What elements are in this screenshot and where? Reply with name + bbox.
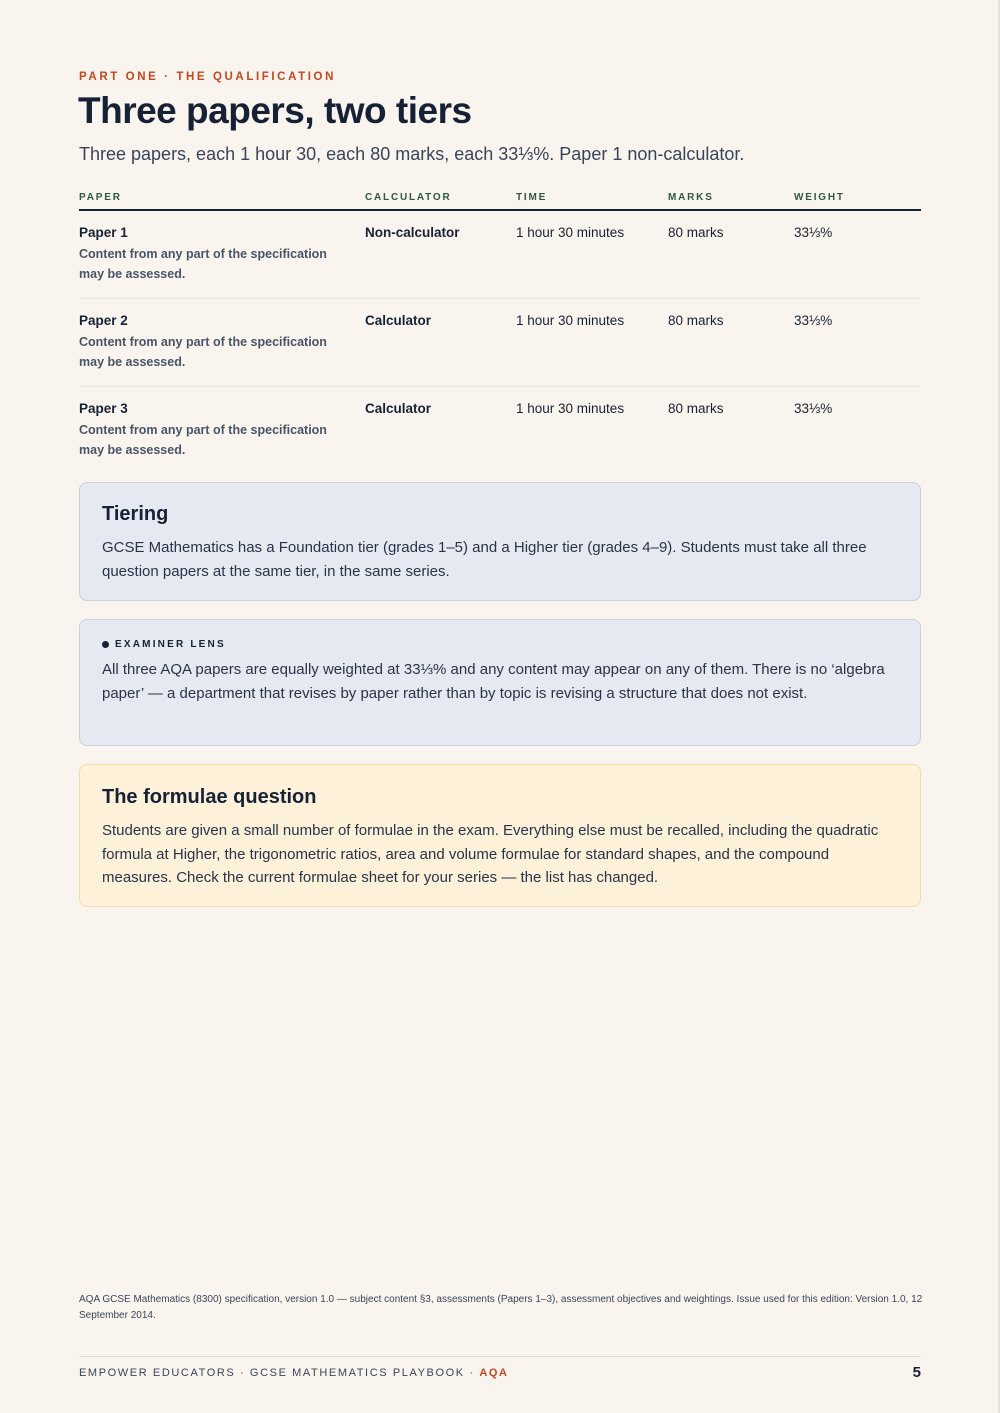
paper-name: Paper 3 [79,401,128,416]
page-title: Three papers, two tiers [78,90,472,131]
table-row [79,387,921,475]
tiering-body: GCSE Mathematics has a Foundation tier (grades 1–5) and a Higher tier (grades 4–9). Students must take all three question papers at the same tier, in the same series. [102,539,867,580]
cell-paper [79,299,365,387]
examiner-lens-label-text: EXAMINER LENS [115,639,226,650]
page-subtitle: Three papers, each 1 hour 30, each 80 marks, each 33⅓%. Paper 1 non-calculator. [79,144,745,164]
cell-weight: 33⅓% [794,401,833,416]
header-paper: PAPER [79,185,365,210]
cell-marks: 80 marks [668,299,794,387]
bullet-dot-icon [102,641,109,648]
footer-brand: AQA [479,1367,509,1379]
cell-paper [79,210,365,299]
paper-note: Content from any part of the specification may be assessed. [79,247,327,281]
footer-divider [79,1356,921,1357]
paper-name: Paper 1 [79,225,128,240]
cell-time: 1 hour 30 minutes [516,299,668,387]
header-weight: WEIGHT [794,185,921,210]
cell-paper [79,387,365,475]
table-row [79,210,921,299]
footer-text: EMPOWER EDUCATORS · GCSE MATHEMATICS PLAYBOOK · [79,1367,480,1379]
cell-weight: 33⅓% [794,210,921,299]
cell-calculator: Calculator [365,299,516,387]
table-header-row [79,185,921,210]
formulae-panel [79,764,921,907]
cell-time: 1 hour 30 minutes [516,210,668,299]
cell-marks: 80 marks [668,210,794,299]
tiering-panel [79,482,921,601]
papers-table [79,185,921,474]
paper-name: Paper 2 [79,313,128,328]
table-row [79,299,921,387]
header-marks: MARKS [668,185,794,210]
examiner-lens-panel [79,619,921,746]
cell-calculator: Non-calculator [365,210,516,299]
paper-note: Content from any part of the specification may be assessed. [79,335,327,369]
tiering-title: Tiering [102,503,169,525]
cell-calculator: Calculator [365,401,432,416]
header-time: TIME [516,185,668,210]
source-note: AQA GCSE Mathematics (8300) specification, version 1.0 — subject content §3, assessments (Papers 1–3), assessment objectives and weightings. Issue used for this edition: Version 1.0, 12 September 2014. [79,1294,923,1321]
examiner-lens-body: All three AQA papers are equally weighted at 33⅓% and any content may appear on any of them. There is no ‘algebra paper’ — a department that revises by paper rather than by topic is revising a structure that does not exist. [102,661,885,702]
cell-time: 1 hour 30 minutes [516,401,625,416]
examiner-lens-label [102,639,898,650]
cell-weight: 33⅓% [794,299,921,387]
cell-marks: 80 marks [668,401,724,416]
formulae-title: The formulae question [102,786,317,808]
header-calculator: CALCULATOR [365,185,516,210]
running-footer [79,1367,509,1379]
section-eyebrow: PART ONE · THE QUALIFICATION [79,71,337,83]
formulae-body: Students are given a small number of formulae in the exam. Everything else must be recalled, including the quadratic formula at Higher, the trigonometric ratios, area and volume formulae for standard shapes, and the compound measures. Check the current formulae sheet for your series — the list has changed. [102,822,879,886]
page-number: 5 [912,1364,921,1381]
paper-note: Content from any part of the specification may be assessed. [79,423,327,457]
